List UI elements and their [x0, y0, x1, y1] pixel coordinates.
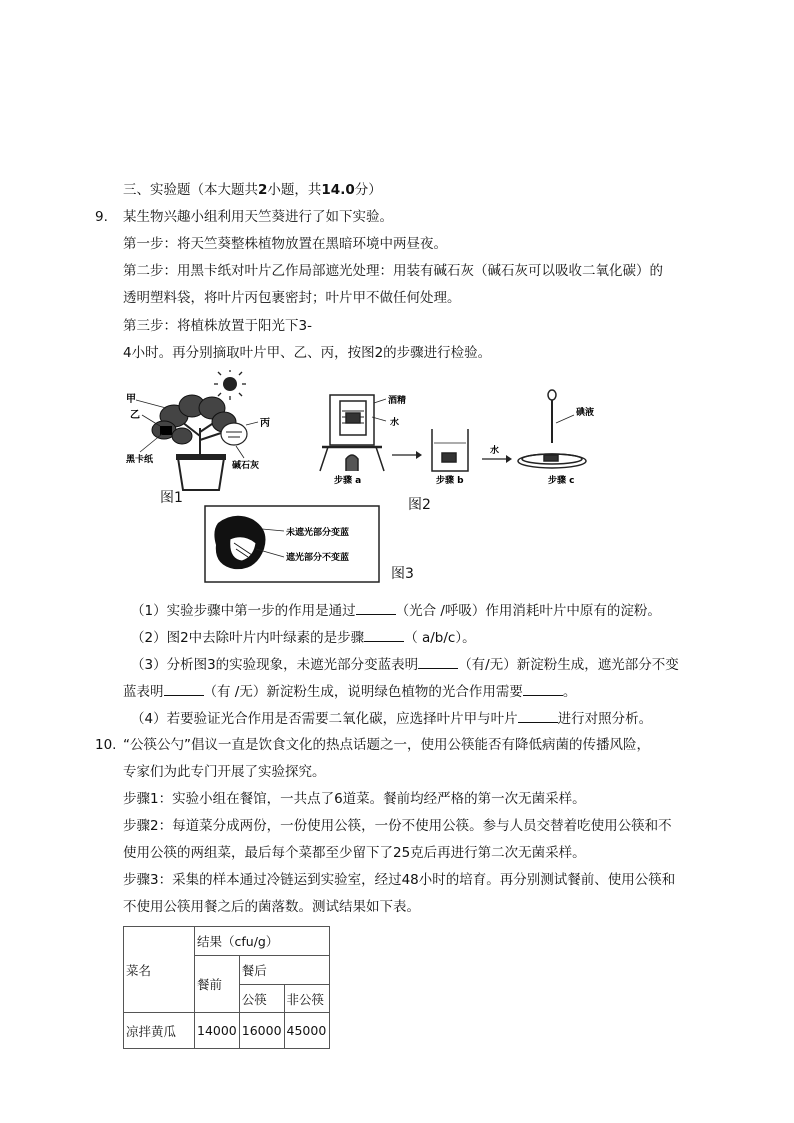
header-nonpublic: 非公筷 [284, 985, 329, 1013]
step-a-apparatus [320, 395, 384, 471]
arrow-right-icon [392, 451, 422, 459]
q10-step1: 步骤1：实验小组在餐馆，一共点了6道菜。餐前均经严格的第一次无菌采样。 [123, 791, 586, 807]
fig2-caption: 图2 [408, 497, 431, 513]
sun-icon [214, 370, 246, 400]
fig2-label-water: 水 [390, 418, 400, 428]
fig1-caption: 图1 [160, 490, 183, 506]
cell-dish: 凉拌黄瓜 [124, 1013, 195, 1049]
q10-step3-line2: 不使用公筷用餐之后的菌落数。测试结果如下表。 [123, 899, 420, 915]
header-result: 结果（cfu/g） [195, 927, 330, 956]
answer-blank[interactable] [356, 600, 396, 615]
arrow-right-icon [482, 455, 512, 463]
q10-intro-line1: “公筷公勺”倡议一直是饮食文化的热点话题之一，使用公筷能否有降低病菌的传播风险， [123, 737, 650, 753]
fig2-label-iodine: 碘液 [576, 408, 595, 418]
fig2-step-c: 步骤 c [548, 476, 575, 485]
figure2-steps [312, 385, 612, 485]
table-row [124, 1013, 330, 1049]
q10-step2-line1: 步骤2：每道菜分成两份，一份使用公筷，一份不使用公筷。参与人员交替着吃使用公筷和不 [123, 818, 672, 834]
fig1-label-bing: 丙 [260, 418, 270, 429]
header-before: 餐前 [195, 956, 240, 1013]
answer-blank[interactable] [518, 708, 558, 723]
lime-bag [221, 423, 247, 445]
q9-step1: 第一步：将天竺葵整株植物放置在黑暗环境中两昼夜。 [123, 236, 447, 252]
q9-step2-line1: 第二步：用黑卡纸对叶片乙作局部遮光处理：用装有碱石灰（碱石灰可以吸收二氧化碳）的 [123, 263, 663, 279]
q9-sub3-line1: （3）分析图3的实验现象，未遮光部分变蓝表明 （有/无）新淀粉生成，遮光部分不变 [131, 654, 679, 675]
section-heading: 三、实验题（本大题共2小题，共14.0分） [123, 182, 382, 198]
q9-sub2: （2）图2中去除叶片内叶绿素的是步骤 （ a/b/c）。 [131, 627, 476, 648]
fig3-label-covered: 遮光部分不变蓝 [286, 553, 350, 563]
q9-sub3-line2: 蓝表明 （有 /无）新淀粉生成，说明绿色植物的光合作用需要 。 [123, 681, 576, 702]
q9-step3-line2: 4小时。再分别摘取叶片甲、乙、丙，按图2的步骤进行检验。 [123, 345, 492, 361]
q10-intro-line2: 专家们为此专门开展了实验探究。 [123, 764, 326, 780]
fig1-label-yi: 乙 [130, 410, 140, 421]
figure3-leaf [204, 505, 380, 583]
step-c-dish [518, 390, 586, 468]
fig2-label-alcohol: 酒精 [388, 396, 407, 406]
q9-step2-line2: 透明塑料袋，将叶片丙包裹密封；叶片甲不做任何处理。 [123, 290, 461, 306]
q9-sub4: （4）若要验证光合作用是否需要二氧化碳，应选择叶片甲与叶片 进行对照分析。 [131, 708, 652, 729]
fig1-label-card: 黑卡纸 [126, 455, 154, 465]
figure1-plant [120, 370, 280, 495]
cell-nonpublic: 45000 [284, 1013, 329, 1049]
cell-public: 16000 [239, 1013, 284, 1049]
q10-step3-line1: 步骤3：采集的样本通过冷链运到实验室，经过48小时的培育。再分别测试餐前、使用公筷和 [123, 872, 676, 888]
header-dish: 菜名 [124, 927, 195, 1013]
q9-number: 9. [95, 209, 108, 225]
fig3-caption: 图3 [391, 566, 414, 582]
fig2-step-a: 步骤 a [334, 476, 362, 485]
fig1-label-lime: 碱石灰 [232, 461, 260, 471]
q9-sub1: （1）实验步骤中第一步的作用是通过 （光合 /呼吸）作用消耗叶片中原有的淀粉。 [131, 600, 661, 621]
black-card [160, 426, 172, 435]
flower-pot [178, 458, 224, 490]
q9-intro: 某生物兴趣小组利用天竺葵进行了如下实验。 [123, 209, 393, 225]
answer-blank[interactable] [364, 627, 404, 642]
q10-number: 10. [95, 737, 117, 753]
fig1-label-jia: 甲 [126, 394, 136, 405]
results-table [123, 926, 330, 1049]
q10-step2-line2: 使用公筷的两组菜，最后每个菜都至少留下了25克后再进行第二次无菌采样。 [123, 845, 586, 861]
step-b-beaker [432, 429, 468, 471]
cell-before: 14000 [195, 1013, 240, 1049]
answer-blank[interactable] [164, 681, 204, 696]
header-after: 餐后 [239, 956, 329, 985]
answer-blank[interactable] [418, 654, 458, 669]
fig3-label-uncovered: 未遮光部分变蓝 [286, 528, 350, 538]
q9-step3-line1: 第三步：将植株放置于阳光下3- [123, 318, 312, 334]
answer-blank[interactable] [523, 681, 563, 696]
fig2-label-water2: 水 [490, 446, 500, 456]
fig2-step-b: 步骤 b [436, 476, 464, 485]
header-public: 公筷 [239, 985, 284, 1013]
